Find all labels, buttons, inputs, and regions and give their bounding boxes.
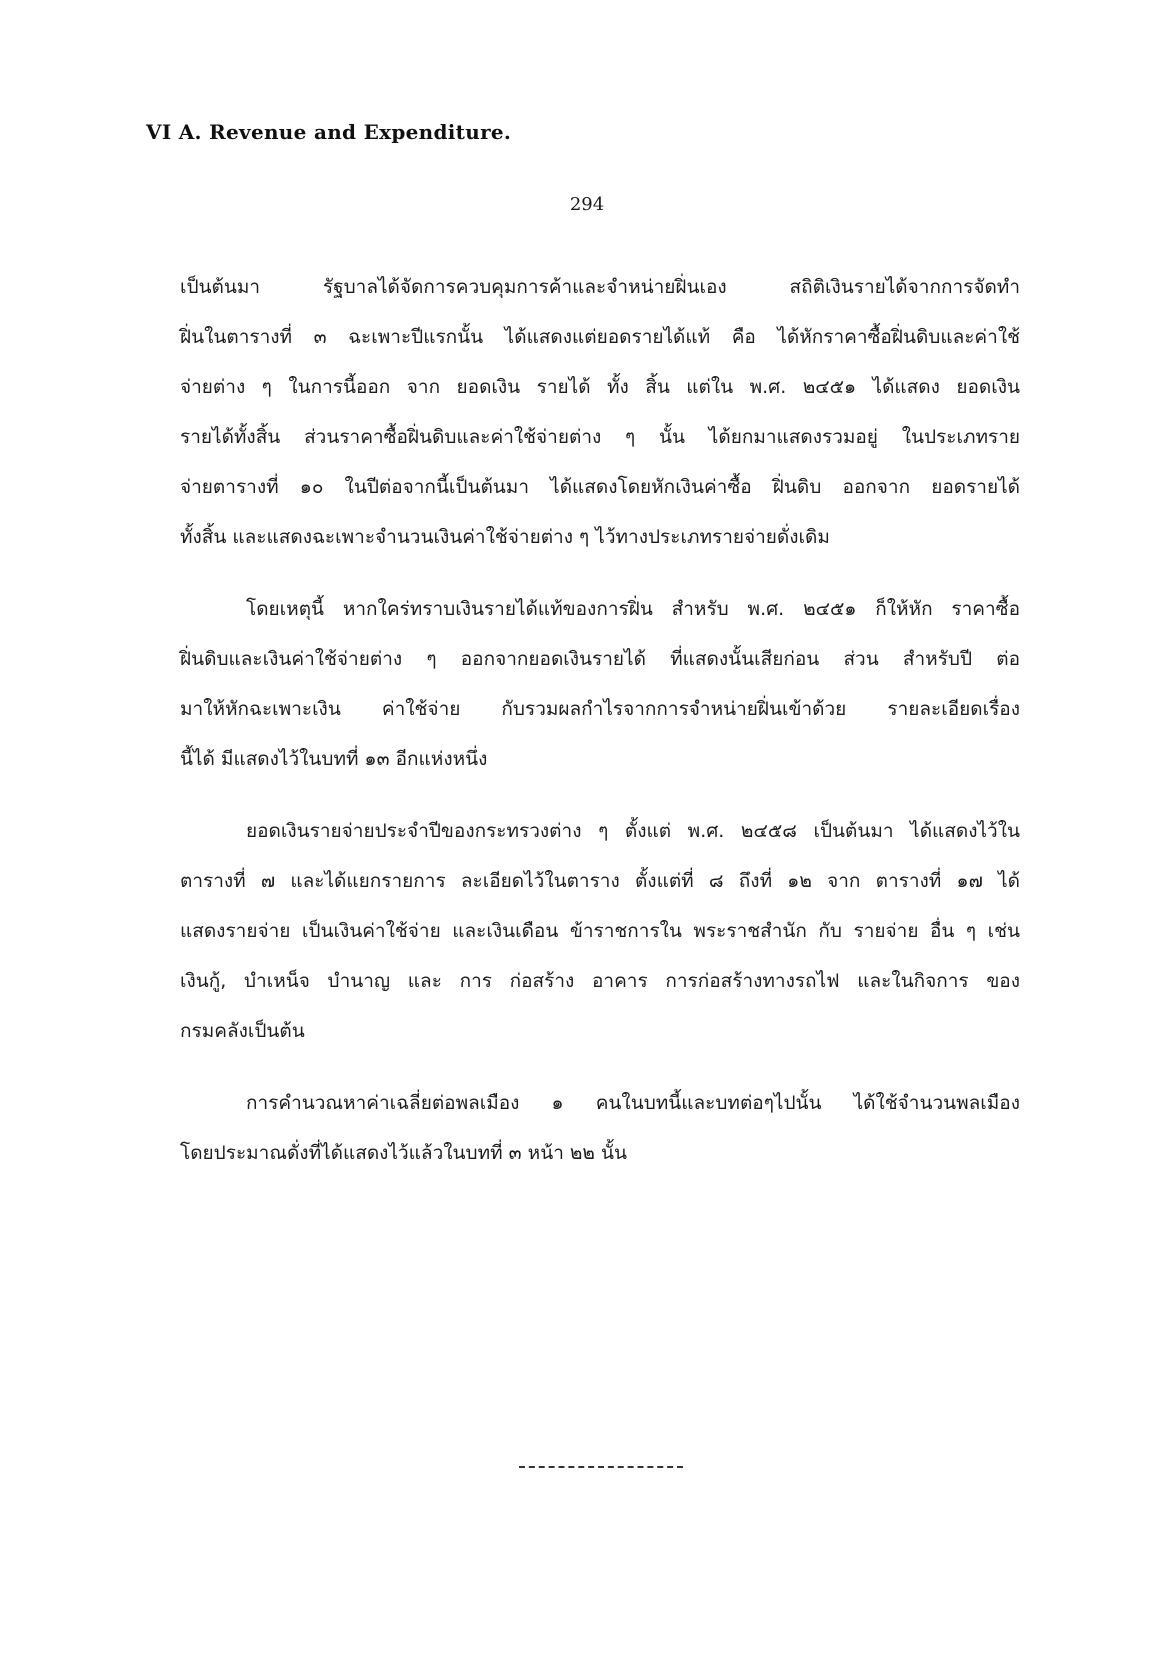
text-line: ทั้งสิ้น และแสดงฉะเพาะจำนวนเงินค่าใช้จ่ายต่าง ๆ ไว้ทางประเภทรายจ่ายดั่งเดิม bbox=[180, 526, 830, 548]
text-line: จ่ายตารางที่ ๑๐ ในปีต่อจากนี้เป็นต้นมา ได้แสดงโดยหักเงินค่าซื้อ ฝิ่นดิบ ออกจาก ยอดรายได้ bbox=[180, 476, 1020, 498]
body-text bbox=[180, 262, 1020, 1178]
text-line: มาให้หักฉะเพาะเงิน ค่าใช้จ่าย กับรวมผลกำไรจากการจำหน่ายฝิ่นเข้าด้วย รายละเอียดเรื่อง bbox=[180, 698, 1020, 720]
text-line: ฝิ่นดิบและเงินค่าใช้จ่ายต่าง ๆ ออกจากยอดเงินรายได้ ที่แสดงนั้นเสียก่อน ส่วน สำหรับปี ต่อ bbox=[180, 648, 1020, 670]
text-line: โดยเหตุนี้ หากใคร่ทราบเงินรายได้แท้ของการฝิ่น สำหรับ พ.ศ. ๒๔๕๑ ก็ให้หัก ราคาซื้อ bbox=[246, 598, 1020, 620]
section-title: VI A. Revenue and Expenditure. bbox=[146, 120, 512, 144]
text-line: ฝิ่นในตารางที่ ๓ ฉะเพาะปีแรกนั้น ได้แสดงแต่ยอดรายได้แท้ คือ ได้หักราคาซื้อฝิ่นดิบและค่าใช้ bbox=[180, 326, 1020, 348]
text-line: เป็นต้นมา รัฐบาลได้จัดการควบคุมการค้าและจำหน่ายฝิ่นเอง สถิติเงินรายได้จากการจัดทำ bbox=[180, 276, 1020, 298]
text-line: ยอดเงินรายจ่ายประจำปีของกระทรวงต่าง ๆ ตั้งแต่ พ.ศ. ๒๔๕๘ เป็นต้นมา ได้แสดงไว้ใน bbox=[246, 820, 1020, 842]
page-number: 294 bbox=[569, 194, 605, 215]
paragraph-opium-statistics bbox=[180, 262, 1020, 562]
paragraph-net-revenue bbox=[180, 584, 1020, 784]
text-line: แสดงรายจ่าย เป็นเงินค่าใช้จ่าย และเงินเดือน ข้าราชการใน พระราชสำนัก กับ รายจ่าย อื่น ๆ เช่น bbox=[180, 920, 1020, 942]
text-line: กรมคลังเป็นต้น bbox=[180, 1020, 305, 1042]
text-line: เงินกู้, บำเหน็จ บำนาญ และ การ ก่อสร้าง อาคาร การก่อสร้างทางรถไฟ และในกิจการ ของ bbox=[180, 970, 1020, 992]
paragraph-ministry-expenditure bbox=[180, 806, 1020, 1056]
text-line: ตารางที่ ๗ และได้แยกรายการ ละเอียดไว้ในตาราง ตั้งแต่ที่ ๘ ถึงที่ ๑๒ จาก ตารางที่ ๑๗ ได้ bbox=[180, 870, 1020, 892]
text-line: นี้ได้ มีแสดงไว้ในบทที่ ๑๓ อีกแห่งหนึ่ง bbox=[180, 748, 488, 770]
text-line: รายได้ทั้งสิ้น ส่วนราคาซื้อฝิ่นดิบและค่าใช้จ่ายต่าง ๆ นั้น ได้ยกมาแสดงรวมอยู่ ในประเภทราย bbox=[180, 426, 1020, 448]
text-line: โดยประมาณดั่งที่ได้แสดงไว้แล้วในบทที่ ๓ หน้า ๒๒ นั้น bbox=[180, 1142, 627, 1164]
text-line: การคำนวณหาค่าเฉลี่ยต่อพลเมือง ๑ คนในบทนี้และบทต่อๆไปนั้น ได้ใช้จำนวนพลเมือง bbox=[246, 1092, 1020, 1114]
text-line: จ่ายต่าง ๆ ในการนี้ออก จาก ยอดเงิน รายได้ ทั้ง สิ้น แต่ใน พ.ศ. ๒๔๕๑ ได้แสดง ยอดเงิน bbox=[180, 376, 1020, 398]
paragraph-per-capita bbox=[180, 1078, 1020, 1178]
end-of-section-rule bbox=[519, 1466, 683, 1468]
